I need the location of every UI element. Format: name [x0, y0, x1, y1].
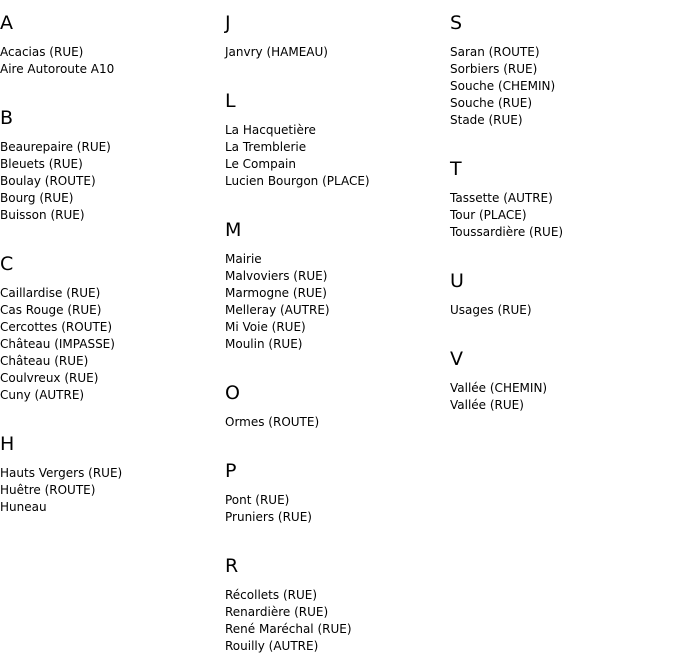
- street-item: Renardière (RUE): [225, 605, 329, 619]
- letter-heading: O: [225, 382, 240, 404]
- letter-group: [225, 543, 450, 655]
- street-item: Rouilly (AUTRE): [225, 639, 319, 653]
- letter-heading: R: [225, 555, 239, 577]
- street-list: [0, 465, 225, 516]
- letter-group: [450, 258, 675, 319]
- street-item: La Hacquetière: [225, 123, 316, 137]
- street-item: Château (IMPASSE): [0, 337, 115, 351]
- street-item: Souche (RUE): [450, 96, 533, 110]
- street-item: Pont (RUE): [225, 493, 290, 507]
- street-item: Stade (RUE): [450, 113, 523, 127]
- street-item: Melleray (AUTRE): [225, 303, 330, 317]
- street-item: Mi Voie (RUE): [225, 320, 306, 334]
- letter-group: [225, 207, 450, 353]
- street-item: Coulvreux (RUE): [0, 371, 99, 385]
- street-item: Vallée (CHEMIN): [450, 381, 548, 395]
- letter-group: [0, 95, 225, 224]
- street-list: [450, 190, 675, 241]
- letter-group: [225, 370, 450, 431]
- letter-heading: T: [450, 158, 462, 180]
- street-list: [225, 44, 450, 61]
- street-item: Ormes (ROUTE): [225, 415, 320, 429]
- street-list: [225, 251, 450, 353]
- street-item: Marmogne (RUE): [225, 286, 327, 300]
- letter-heading: M: [225, 219, 242, 241]
- street-item: Beaurepaire (RUE): [0, 140, 111, 154]
- letter-heading: L: [225, 90, 236, 112]
- street-list: [450, 302, 675, 319]
- letter-heading: S: [450, 12, 463, 34]
- street-item: Aire Autoroute A10: [0, 62, 115, 76]
- index-column-3: [450, 0, 675, 431]
- street-item: Mairie: [225, 252, 262, 266]
- street-list: [0, 139, 225, 224]
- index-column-2: [225, 0, 450, 672]
- street-item: Saran (ROUTE): [450, 45, 540, 59]
- street-item: Lucien Bourgon (PLACE): [225, 174, 370, 188]
- street-list: [225, 587, 450, 655]
- street-item: La Tremblerie: [225, 140, 307, 154]
- street-list: [450, 44, 675, 129]
- street-item: Cercottes (ROUTE): [0, 320, 113, 334]
- letter-heading: B: [0, 107, 14, 129]
- letter-heading: U: [450, 270, 464, 292]
- street-item: Huêtre (ROUTE): [0, 483, 96, 497]
- street-item: Janvry (HAMEAU): [225, 45, 328, 59]
- street-item: Moulin (RUE): [225, 337, 303, 351]
- letter-heading: J: [225, 12, 231, 34]
- street-list: [0, 285, 225, 404]
- letter-heading: C: [0, 253, 14, 275]
- street-item: Château (RUE): [0, 354, 89, 368]
- street-item: Huneau: [0, 500, 47, 514]
- street-item: Tassette (AUTRE): [450, 191, 553, 205]
- street-item: Usages (RUE): [450, 303, 532, 317]
- street-item: Caillardise (RUE): [0, 286, 101, 300]
- street-list: [0, 44, 225, 78]
- street-item: Acacias (RUE): [0, 45, 84, 59]
- street-item: Le Compain: [225, 157, 296, 171]
- street-item: Souche (CHEMIN): [450, 79, 556, 93]
- letter-group: [0, 421, 225, 516]
- letter-heading: P: [225, 460, 237, 482]
- street-item: Pruniers (RUE): [225, 510, 312, 524]
- letter-group: [450, 0, 675, 129]
- letter-group: [225, 448, 450, 526]
- street-item: Hauts Vergers (RUE): [0, 466, 123, 480]
- letter-group: [450, 146, 675, 241]
- street-item: Bleuets (RUE): [0, 157, 83, 171]
- letter-heading: H: [0, 433, 15, 455]
- street-item: Toussardière (RUE): [450, 225, 564, 239]
- index-column-1: [0, 0, 225, 533]
- letter-heading: A: [0, 12, 13, 34]
- street-list: [225, 492, 450, 526]
- street-list: [450, 380, 675, 414]
- street-item: Buisson (RUE): [0, 208, 85, 222]
- street-item: Boulay (ROUTE): [0, 174, 96, 188]
- street-item: Bourg (RUE): [0, 191, 74, 205]
- street-item: Récollets (RUE): [225, 588, 318, 602]
- letter-group: [450, 336, 675, 414]
- street-item: Cuny (AUTRE): [0, 388, 85, 402]
- street-list: [225, 122, 450, 190]
- letter-group: [0, 241, 225, 404]
- letter-group: [225, 78, 450, 190]
- letter-group: [225, 0, 450, 61]
- street-item: Sorbiers (RUE): [450, 62, 538, 76]
- street-item: Cas Rouge (RUE): [0, 303, 102, 317]
- letter-heading: V: [450, 348, 463, 370]
- street-item: Tour (PLACE): [450, 208, 527, 222]
- street-item: René Maréchal (RUE): [225, 622, 352, 636]
- street-list: [225, 414, 450, 431]
- street-item: Malvoviers (RUE): [225, 269, 328, 283]
- street-item: Vallée (RUE): [450, 398, 524, 412]
- letter-group: [0, 0, 225, 78]
